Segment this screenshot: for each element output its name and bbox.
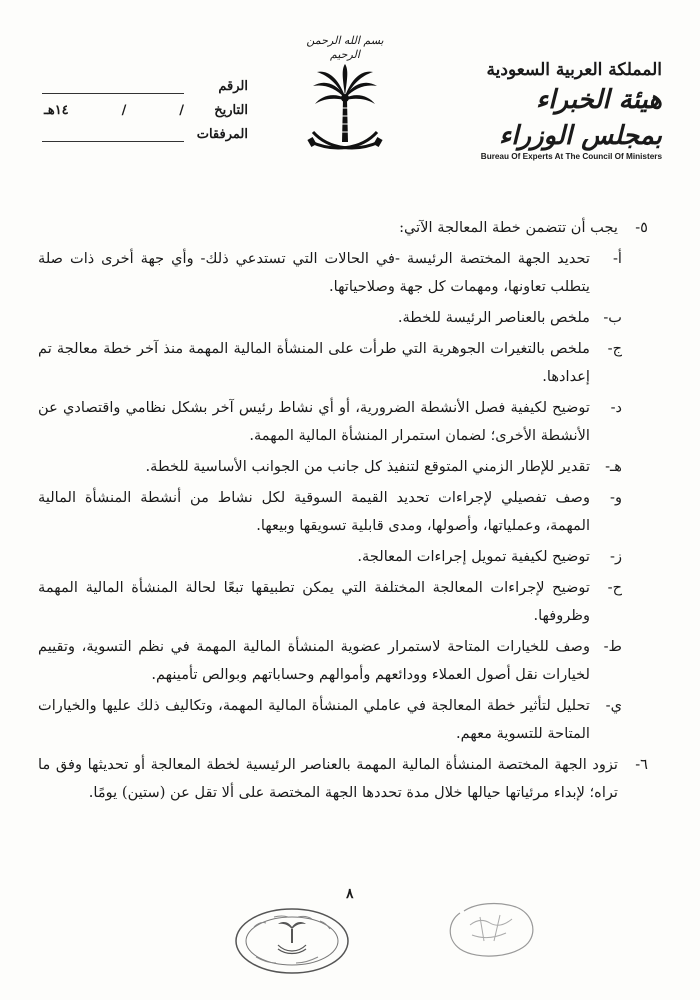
basmala: بسم الله الرحمن الرحيم: [306, 34, 384, 61]
date-year: ١٤هـ: [44, 103, 69, 118]
official-seal-icon: [232, 905, 352, 977]
emblem-block: [302, 34, 388, 166]
item-marker: ج-: [607, 340, 622, 357]
date-value: [38, 103, 184, 118]
page-number: ٨: [346, 886, 354, 902]
body-text: [38, 214, 648, 807]
kingdom-title: المملكة العربية السعودية: [486, 60, 662, 80]
list-item: [38, 304, 648, 332]
item-marker: هـ-: [605, 458, 622, 475]
item-marker: و-: [610, 489, 622, 506]
attachments-label: المرفقات: [196, 127, 248, 142]
item-text: وصف تفصيلي لإجراءات تحديد القيمة السوقية لكل نشاط من أنشطة المنشأة المالية المهمة، وعملياتها، وأصولها، ومدى قابلية تسويقها وبيعها.: [38, 489, 590, 534]
date-row: [38, 94, 248, 118]
item-text: يجب أن تتضمن خطة المعالجة الآتي:: [399, 219, 618, 236]
list-item: [38, 245, 648, 301]
item-text: وصف للخيارات المتاحة لاستمرار عضوية المنشأة المالية المهمة في نظم التسوية، وتقييم لخيارات نقل أصول العملاء وودائعهم وأموالهم وحساباتهم وبوالص تأمينهم.: [38, 638, 590, 683]
list-item: [38, 751, 648, 807]
item-text: ملخص بالعناصر الرئيسة للخطة.: [397, 309, 590, 326]
list-item: [38, 453, 648, 481]
item-text: توضيح لإجراءات المعالجة المختلفة التي يمكن تطبيقها تبعًا لحالة المنشأة المالية المهمة وظروفها.: [38, 579, 590, 624]
item-text: توضيح لكيفية فصل الأنشطة الضرورية، أو أي نشاط رئيس آخر بشكل نظامي واقتصادي عن الأنشطة الأخرى؛ لضمان استمرار المنشأة المالية المهمة.: [38, 399, 590, 444]
list-item: [38, 484, 648, 540]
list-item: [38, 633, 648, 689]
date-separator: /: [121, 103, 127, 118]
attachments-line: [42, 127, 184, 142]
list-item: [38, 543, 648, 571]
item-marker: ٦-: [635, 756, 648, 773]
item-marker: ز-: [610, 548, 622, 565]
list-item: [38, 214, 648, 242]
reference-number-row: [38, 70, 248, 94]
number-line: [42, 79, 184, 94]
authority-logo-text: هيئة الخبراء بمجلس الوزراء: [499, 85, 662, 151]
item-text: ملخص بالتغيرات الجوهرية التي طرأت على المنشأة المالية المهمة منذ آخر خطة معالجة تم إعدادها.: [38, 340, 590, 385]
date-label: التاريخ: [214, 103, 248, 118]
item-text: تحليل لتأثير خطة المعالجة في عاملي المنشأة المالية المهمة، وتكاليف ذلك عليها والخيارات المتاحة للتسوية معهم.: [38, 697, 590, 742]
list-item: [38, 574, 648, 630]
item-marker: أ-: [613, 250, 622, 267]
item-text: تحديد الجهة المختصة الرئيسة -في الحالات التي تستدعي ذلك- وأي جهة أخرى ذات صلة يتطلب تعاونها، ومهمات كل جهة وصلاحياتها.: [38, 250, 590, 295]
item-marker: ح-: [607, 579, 622, 596]
list-item: [38, 394, 648, 450]
item-marker: ي-: [605, 697, 622, 714]
item-marker: د-: [610, 399, 622, 416]
bureau-english-name: Bureau Of Experts At The Council Of Ministers: [480, 152, 662, 161]
number-label: الرقم: [218, 79, 248, 94]
attachments-row: [38, 118, 248, 142]
list-item: [38, 335, 648, 391]
item-marker: ٥-: [635, 219, 648, 236]
item-text: تزود الجهة المختصة المنشأة المالية المهمة بالعناصر الرئيسية لخطة المعالجة أو تحديثها وفق ما تراه؛ لإبداء مرئياتها حيالها خلال مدة تحددها الجهة المختصة على ألا تقل عن (ستين) يومًا.: [38, 756, 618, 801]
item-marker: ط-: [603, 638, 622, 655]
letterhead: [462, 60, 662, 161]
item-marker: ب-: [603, 309, 622, 326]
saudi-emblem-icon: [305, 62, 385, 162]
date-separator: /: [179, 103, 184, 118]
item-text: توضيح لكيفية تمويل إجراءات المعالجة.: [357, 548, 590, 565]
item-text: تقدير للإطار الزمني المتوقع لتنفيذ كل جانب من الجوانب الأساسية للخطة.: [145, 458, 590, 475]
reference-fields: [38, 70, 248, 142]
handwritten-signature-icon: [430, 895, 550, 965]
list-item: [38, 692, 648, 748]
